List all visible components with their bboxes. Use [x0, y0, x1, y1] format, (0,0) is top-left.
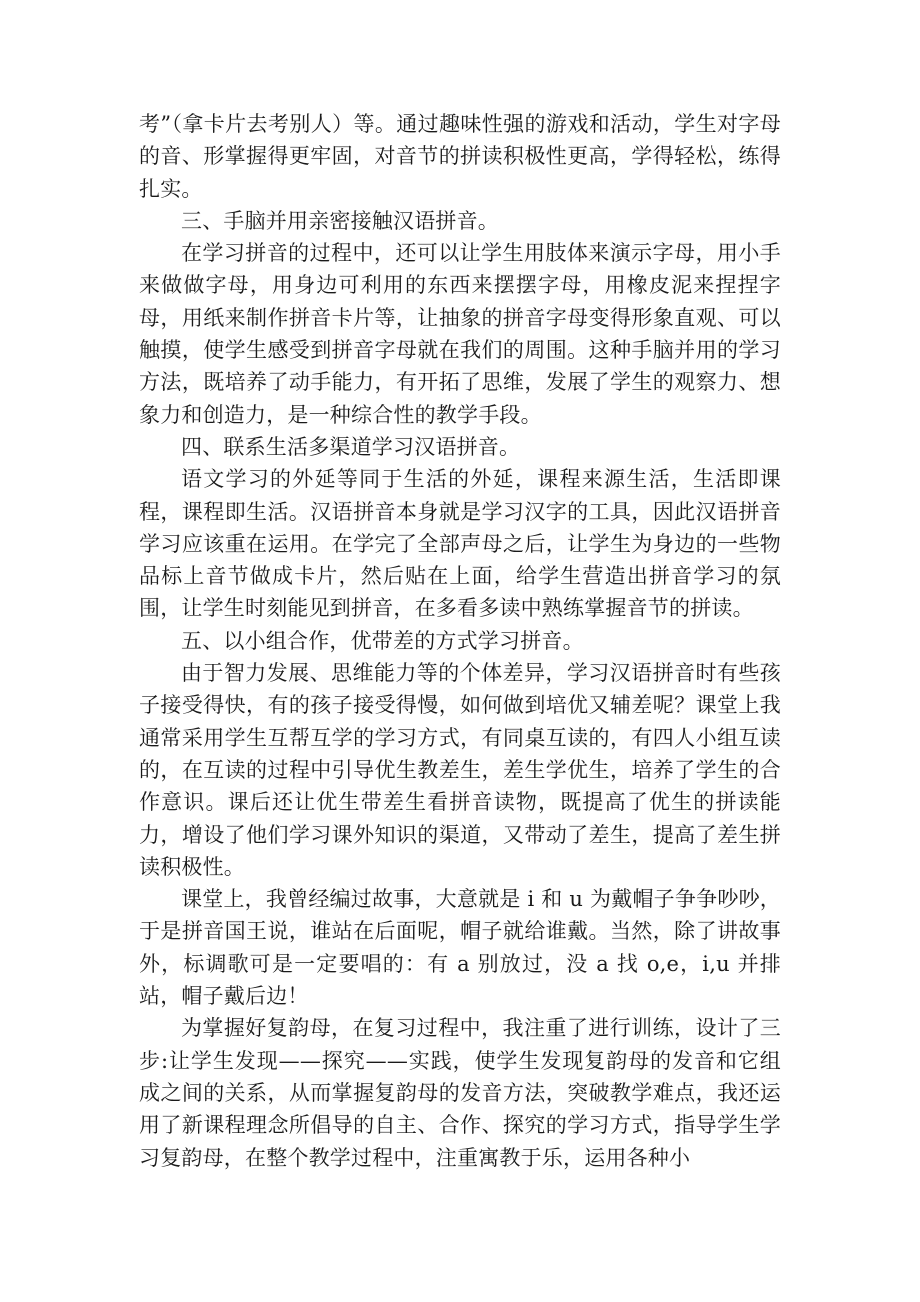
paragraph-continuation: 考”（拿卡片去考别人）等。通过趣味性强的游戏和活动，学生对字母的音、形掌握得更牢固，对音节的拼读积极性更高，学得轻松，练得扎实。 — [139, 112, 781, 201]
paragraph: 为掌握好复韵母，在复习过程中，我注重了进行训练，设计了三步:让学生发现——探究——实践，使学生发现复韵母的发音和它组成之间的关系，从而掌握复韵母的发音方法，突破教学难点，我还运用了新课程理念所倡导的自主、合作、探究的学习方式，指导学生学习复韵母，在整个教学过程中，注重寓教于乐，运用各种小 — [139, 1016, 781, 1170]
paragraph: 语文学习的外延等同于生活的外延，课程来源生活，生活即课程，课程即生活。汉语拼音本身就是学习汉字的工具，因此汉语拼音学习应该重在运用。在学完了全部声母之后，让学生为身边的一些物品标上音节做成卡片，然后贴在上面，给学生营造出拼音学习的氛围，让学生时刻能见到拼音，在多看多读中熟练掌握音节的拼读。 — [139, 467, 781, 621]
paragraph: 由于智力发展、思维能力等的个体差异，学习汉语拼音时有些孩子接受得快，有的孩子接受得慢，如何做到培优又辅差呢？课堂上我通常采用学生互帮互学的学习方式，有同桌互读的，有四人小组互读的，在互读的过程中引导优生教差生，差生学优生，培养了学生的合作意识。课后还让优生带差生看拼音读物，既提高了优生的拼读能力，增设了他们学习课外知识的渠道，又带动了差生，提高了差生拼读积极性。 — [139, 661, 781, 879]
section-heading-5: 五、以小组合作，优带差的方式学习拼音。 — [181, 628, 584, 653]
section-heading-3: 三、手脑并用亲密接触汉语拼音。 — [181, 208, 499, 233]
paragraph: 在学习拼音的过程中，还可以让学生用肢体来演示字母，用小手来做做字母，用身边可利用的东西来摆摆字母，用橡皮泥来捏捏字母，用纸来制作拼音卡片等，让抽象的拼音字母变得形象直观、可以触摸，使学生感受到拼音字母就在我们的周围。这种手脑并用的学习方法，既培养了动手能力，有开拓了思维，发展了学生的观察力、想象力和创造力，是一种综合性的教学手段。 — [139, 241, 781, 427]
paragraph: 课堂上，我曾经编过故事，大意就是 i 和 u 为戴帽子争争吵吵，于是拼音国王说，谁站在后面呢，帽子就给谁戴。当然，除了讲故事外，标调歌可是一定要唱的：有 a 别放过，没 a 找 o,e，i,u 并排站，帽子戴后边！ — [139, 887, 781, 1009]
section-heading-4: 四、联系生活多渠道学习汉语拼音。 — [181, 434, 521, 459]
document-page — [139, 108, 781, 1174]
